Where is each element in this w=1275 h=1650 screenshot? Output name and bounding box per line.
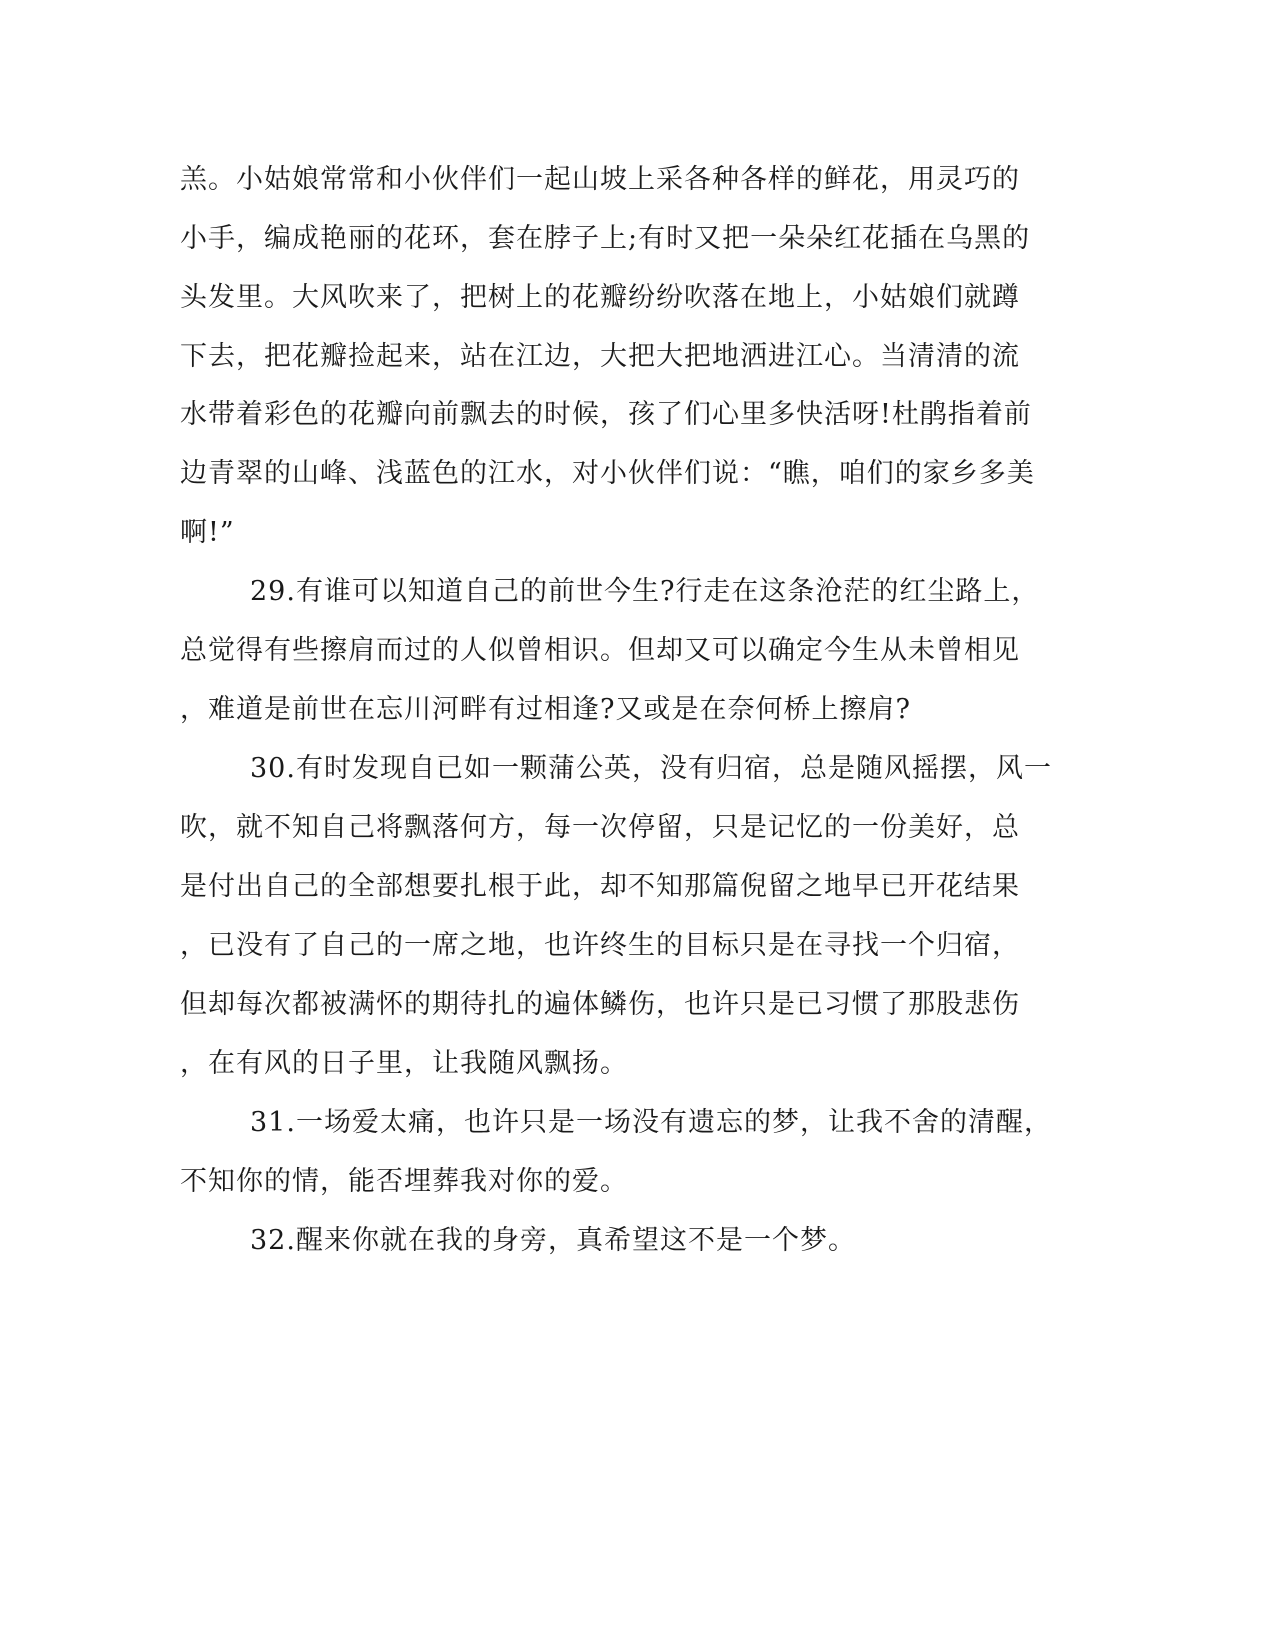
text-line: 水带着彩色的花瓣向前飘去的时候，孩了们心里多快活呀!杜鹃指着前	[180, 399, 1032, 430]
paragraph-32-start: 32.醒来你就在我的身旁，真希望这不是一个梦。	[250, 1225, 856, 1256]
text-line: 但却每次都被满怀的期待扎的遍体鳞伤，也许只是已习惯了那股悲伤	[180, 989, 1020, 1020]
text-line: 头发里。大风吹来了，把树上的花瓣纷纷吹落在地上，小姑娘们就蹲	[180, 282, 1020, 313]
text-line: 下去，把花瓣捡起来，站在江边，大把大把地洒进江心。当清清的流	[180, 341, 1020, 372]
text-line: 边青翠的山峰、浅蓝色的江水，对小伙伴们说：“瞧，咱们的家乡多美	[180, 458, 1035, 489]
text-line: 小手，编成艳丽的花环，套在脖子上;有时又把一朵朵红花插在乌黑的	[180, 223, 1031, 254]
text-line: 羔。小姑娘常常和小伙伴们一起山坡上采各种各样的鲜花，用灵巧的	[180, 164, 1020, 195]
paragraph-29-start: 29.有谁可以知道自己的前世今生?行走在这条沧茫的红尘路上，	[250, 576, 1040, 607]
text-line: ，在有风的日子里，让我随风飘扬。	[180, 1048, 628, 1079]
text-line: ，已没有了自己的一席之地，也许终生的目标只是在寻找一个归宿，	[180, 930, 1020, 961]
text-line: 是付出自己的全部想要扎根于此，却不知那篇倪留之地早已开花结果	[180, 871, 1020, 902]
text-line: 吹，就不知自己将飘落何方，每一次停留，只是记忆的一份美好，总	[180, 812, 1020, 843]
text-line: ，难道是前世在忘川河畔有过相逢?又或是在奈何桥上擦肩?	[180, 694, 911, 725]
paragraph-30-start: 30.有时发现自已如一颗蒲公英，没有归宿，总是随风摇摆，风一	[250, 753, 1052, 784]
paragraph-31-start: 31.一场爱太痛，也许只是一场没有遗忘的梦，让我不舍的清醒，	[250, 1107, 1052, 1138]
text-line: 不知你的情，能否埋葬我对你的爱。	[180, 1166, 628, 1197]
text-line: 啊!”	[180, 517, 235, 548]
text-line: 总觉得有些擦肩而过的人似曾相识。但却又可以确定今生从未曾相见	[180, 635, 1020, 666]
